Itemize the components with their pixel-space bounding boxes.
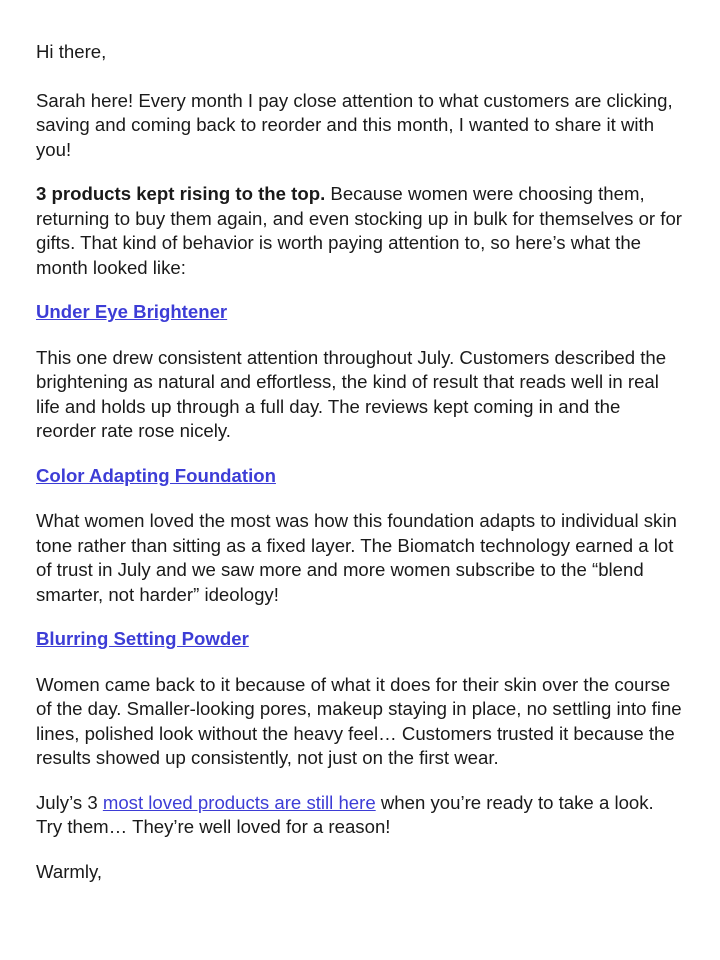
product-link-under-eye-brightener[interactable]: Under Eye Brightener	[36, 301, 228, 322]
product-heading-2	[36, 464, 684, 489]
highlight-bold-text: 3 products kept rising to the top.	[36, 183, 326, 204]
highlight-paragraph	[36, 182, 684, 280]
product-link-blurring-setting-powder[interactable]: Blurring Setting Powder	[36, 628, 249, 649]
product-heading-3	[36, 627, 684, 652]
closing-text-end: when you’re ready to take a look. Try them… They’re well loved for a reason!	[36, 791, 654, 837]
intro-paragraph: Sarah here! Every month I pay close attention to what customers are clicking, saving and coming back to reorder and this month, I wanted to share it with you!	[36, 89, 673, 160]
product-link-color-adapting-foundation[interactable]: Color Adapting Foundation	[36, 464, 276, 486]
highlight-text: Because women were choosing them, returning to buy them again, and even stocking up in bulk for themselves or for gifts. That kind of behavior is worth paying attention to, so here’s what the month looked like:	[36, 183, 682, 278]
product-heading-1	[36, 300, 684, 325]
greeting: Hi there,	[36, 41, 107, 62]
product-description-1: This one drew consistent attention throughout July. Customers described the brightening as natural and effortless, the kind of result that reads well in real life and holds up through a full day. The reviews kept coming in and the reorder rate rose nicely.	[36, 346, 667, 441]
product-description-3: Women came back to it because of what it does for their skin over the course of the day. Smaller-looking pores, makeup staying in place, no settling into fine lines, polished look without the heavy feel… Customers trusted it because the results showed up consistently, not just on the first wear.	[36, 673, 682, 768]
product-description-2: What women loved the most was how this foundation adapts to individual skin tone rather than sitting as a fixed layer. The Biomatch technology earned a lot of trust in July and we saw more and more women subscribe to the “blend smarter, not harder” ideology!	[36, 510, 677, 605]
signoff: Warmly,	[36, 860, 103, 882]
most-loved-products-link[interactable]: most loved products are still here	[102, 791, 376, 813]
closing-paragraph	[36, 791, 684, 840]
closing-text-start: July’s 3	[36, 791, 103, 813]
